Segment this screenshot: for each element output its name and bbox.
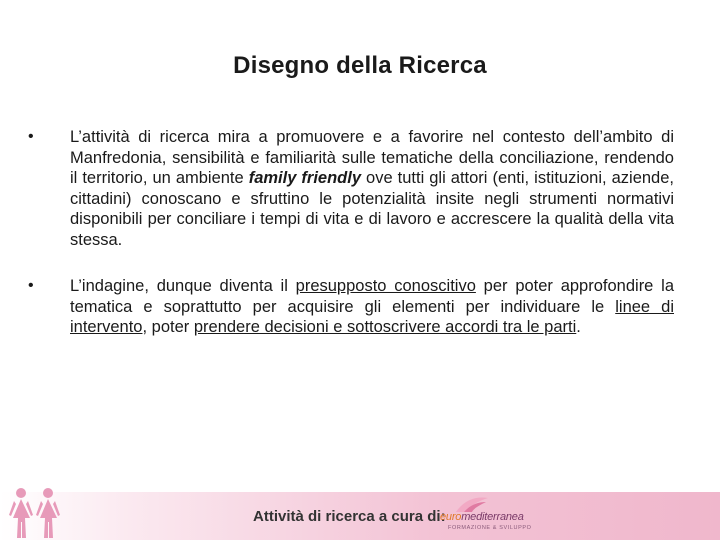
bullet-text-segment: L’indagine, dunque diventa il xyxy=(70,277,296,295)
underlined-text: presupposto conoscitivo xyxy=(295,277,476,295)
bullet-text-segment: L’attività di ricerca mira a promuovere e a favorire nel contesto dell’ambito di Manfredonia, sensibilità e familiarità sulle tematiche della conciliazione, rendendo il territorio, un ambiente xyxy=(70,128,674,187)
bullet-item-1 xyxy=(28,127,674,250)
partner-logo xyxy=(440,496,530,536)
content-body xyxy=(28,127,674,364)
bullet-text-segment: , poter xyxy=(142,318,194,336)
footer-credit-text: Attività di ricerca a cura di: xyxy=(253,508,446,525)
logo-name: euromediterranea xyxy=(440,511,524,523)
people-icon xyxy=(6,484,68,540)
slide-title: Disegno della Ricerca xyxy=(233,52,487,79)
underlined-text: linee di intervento xyxy=(70,297,674,336)
bullet-marker: • xyxy=(28,128,34,145)
emphasis-text: family friendly xyxy=(248,169,362,187)
bullet-text-segment: ove tutti gli attori (enti, istituzioni, aziende, cittadini) conoscano e sfruttino le potenzialità insite negli strumenti normativi disponibili per conciliare i tempi di vita e di lavoro e accrescere la qualità della vita stessa. xyxy=(70,169,674,249)
bullet-marker: • xyxy=(28,277,34,294)
bullet-text-segment: per poter approfondire la tematica e soprattutto per acquisire gli elementi per individuare le xyxy=(70,277,674,316)
bullet-text-segment: . xyxy=(576,318,581,336)
logo-tagline: FORMAZIONE & SVILUPPO xyxy=(448,525,532,531)
bullet-item-2 xyxy=(28,276,674,338)
underlined-text: prendere decisioni e sottoscrivere accordi tra le parti xyxy=(193,318,577,336)
